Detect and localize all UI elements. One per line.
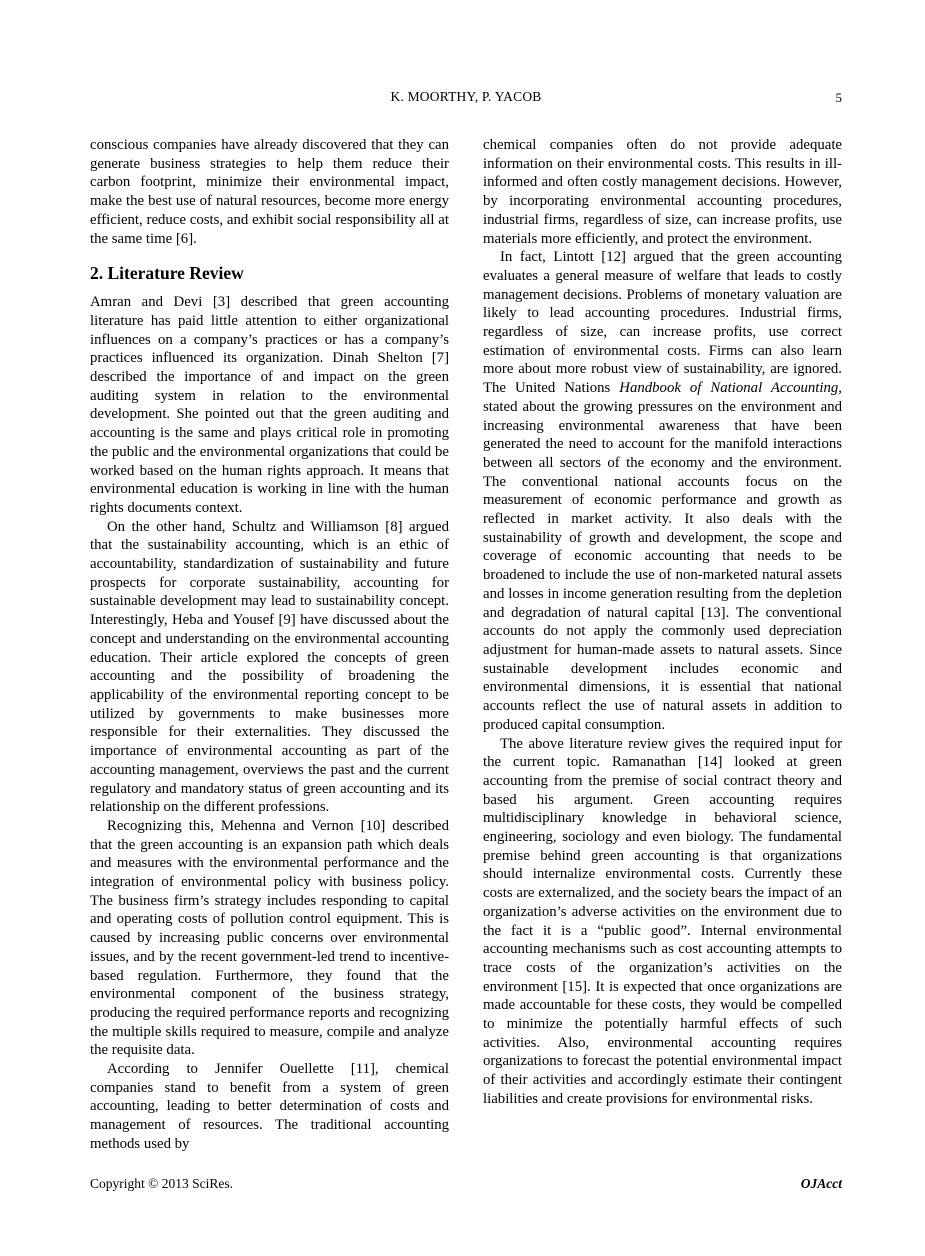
running-title: K. MOORTHY, P. YACOB: [390, 89, 542, 104]
section-heading: 2. Literature Review: [90, 263, 244, 284]
journal-abbreviation: OJAcct: [800, 1176, 842, 1191]
right-column: [483, 136, 842, 1154]
text-run: , stated about the growing pressures on the environment and increasing environmental awareness that have been generated the need to account for the manifold interactions between all sectors of the economy and the environment. The conventional national accounts focus on the measurement of economic performance and growth as reflected in market activity. It also deals with the sustainability of growth and development, the scope and coverage of economic accounting that needs to be broadened to include the use of non-marketed natural assets and losses in income generation resulting from the depletion and degradation of natural capital [13]. The conventional accounts do not apply the commonly used depreciation adjustment for human-made assets to natural assets. Since sustainable development includes economic and environmental dimensions, it is essential that national accounts reflect the use of natural assets in addition to produced capital consumption.: [483, 380, 842, 733]
italic-text-run: Handbook of National Accounting: [619, 380, 839, 397]
text-run: Amran and Devi [3] described that green accounting literature has paid little attention to either organizational influences on a company’s practices or has a company’s practices influenced its organization. Dinah Shelton [7] described the importance of and impact on the green auditing system in relation to the environmental development. She pointed out that the green auditing and accounting is the same and plays critical role in promoting the public and the environmental organizations that could be worked based on the human rights approach. It means that environmental education is working in line with the human rights documents context.: [90, 294, 449, 516]
paragraph: [90, 293, 449, 517]
text-run: On the other hand, Schultz and Williamson [8] argued that the sustainability accounting, which is an ethic of accountability, standardization of sustainability and future prospects for corporate sustainability, accounting for sustainable development may lead to sustainability concept. Interestingly, Heba and Yousef [9] have discussed about the concept and understanding on the environmental accounting education. Their article explored the concepts of green accounting and the possibility of broadening the applicability of the environmental reporting concept to be utilized by governments to make businesses more responsible for their externalities. They discussed the importance of environmental accounting as part of the accounting management, overviews the past and the current regulatory and mandatory status of green accounting and its relationship on the different professions.: [90, 518, 449, 816]
paragraph: [483, 136, 842, 248]
text-run: According to Jennifer Ouellette [11], chemical companies stand to benefit from a system of green accounting, leading to better determination of costs and management of resources. The traditional accounting methods used by: [90, 1061, 449, 1152]
paragraph: [90, 136, 449, 248]
text-run: In fact, Lintott [12] argued that the green accounting evaluates a general measure of welfare that leads to costly management decisions. Problems of monetary valuation are likely to lead accounting procedures. Industrial firms, regardless of size, can increase profits, use correct estimation of environmental costs. Firms can also learn more about more robust view of sustainability, are ignored. The United Nations: [483, 249, 842, 397]
paragraph: [483, 735, 842, 1109]
copyright-notice: Copyright © 2013 SciRes.: [90, 1176, 234, 1191]
running-header: [90, 88, 842, 106]
paragraph: [483, 248, 842, 734]
paragraph: [90, 1060, 449, 1154]
paragraph: [90, 518, 449, 817]
text-run: conscious companies have already discovered that they can generate business strategies to help them reduce their carbon footprint, minimize their environmental impact, make the best use of natural resources, become more energy efficient, reduce costs, and exhibit social responsibility all at the same time [6].: [90, 137, 449, 247]
article-body: [90, 136, 842, 1154]
paragraph: [90, 817, 449, 1060]
left-column: [90, 136, 449, 1154]
text-run: chemical companies often do not provide adequate information on their environmental costs. This results in ill-informed and often costly management decisions. However, by incorporating environmental accounting procedures, industrial firms, regardless of size, can increase profits, use materials more efficiently, and protect the environment.: [483, 137, 842, 247]
text-run: The above literature review gives the required input for the current topic. Ramanathan [14] looked at green accounting from the premise of social contract theory and based his argument. Green accounting requires multidisciplinary knowledge in behavioral science, engineering, sociology and even biology. The fundamental premise behind green accounting is that organizations should internalize environmental costs. Currently these costs are externalized, and the society bears the impact of an organization’s adverse activities on the environment due to the fact it is a “public good”. Internal environmental accounting mechanisms such as cost accounting attempts to trace costs of the organization’s activities on the environment [15]. It is expected that once organizations are made accountable for these costs, they would be compelled to minimize the potentially harmful effects of such activities. Also, environmental accounting requires organizations to forecast the potential environmental impact of their activities and accordingly estimate their contingent liabilities and create provisions for environmental risks.: [483, 735, 842, 1107]
page-footer: [90, 1175, 842, 1192]
page-number: 5: [835, 90, 842, 105]
text-run: Recognizing this, Mehenna and Vernon [10] described that the green accounting is an expansion path which deals and measures with the environmental performance and the integration of environmental policy with business policy. The business firm’s strategy includes responding to capital and operating costs of pollution control equipment. This is caused by increasing public concerns over environmental issues, and by the recent government-led trend to incentive-based regulation. Furthermore, they found that the environmental component of the business strategy, producing the required performance reports and recognizing the multiple skills required to measure, compile and analyze the requisite data.: [90, 817, 449, 1059]
